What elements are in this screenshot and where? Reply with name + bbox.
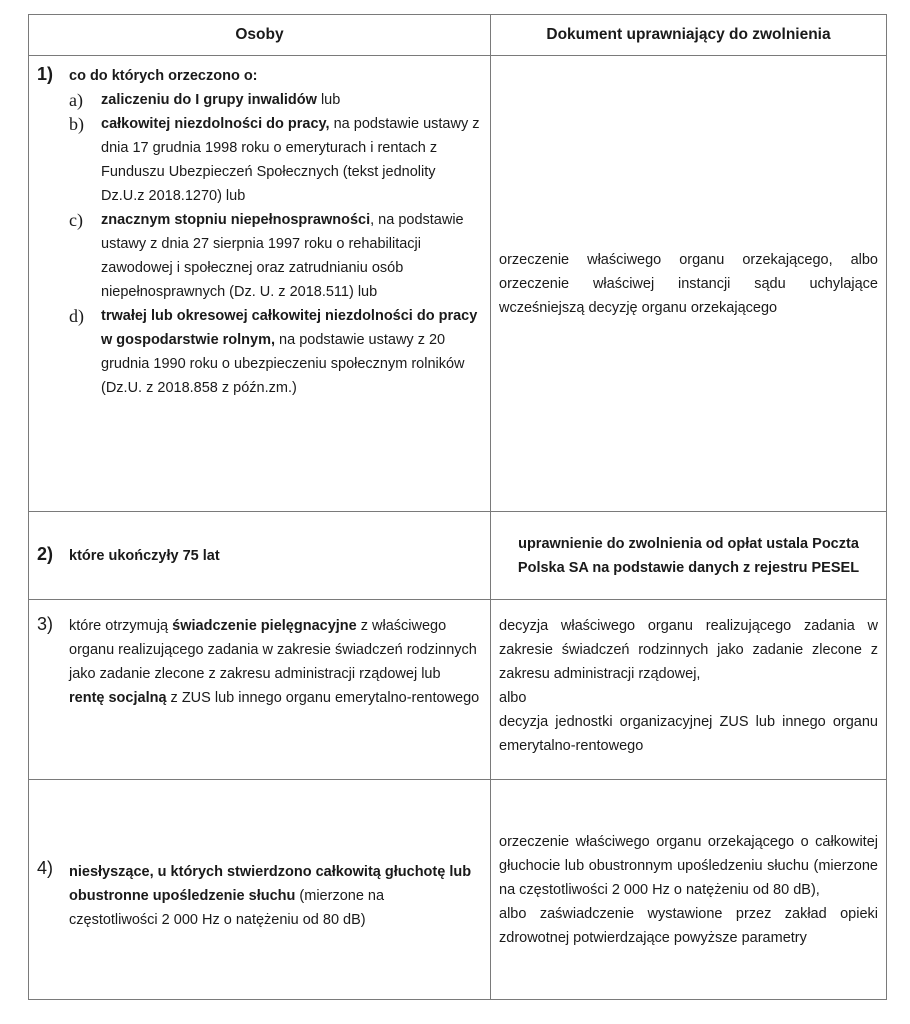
item-text: lub: [316, 92, 341, 108]
document-text: albo zaświadczenie wystawione przez zakład opieki zdrowotnej potwierdzające powyższe parametry: [499, 905, 878, 946]
header-row: [29, 15, 887, 56]
list-item: [29, 208, 490, 304]
item-text: na podstawie ustawy z 20 grudnia 1990 roku o ubezpieczeniu społecznym rolników (Dz.U. z 2018.858 z późn.zm.): [101, 332, 465, 396]
item-letter: b): [69, 114, 84, 134]
item-bold-text: zaliczeniu do I grupy inwalidów: [101, 92, 317, 108]
row-text: które ukończyły 75 lat: [69, 547, 220, 564]
document-text: orzeczenie właściwego organu orzekającego o całkowitej głuchocie lub obustronnym upośledzeniu słuchu (mierzone na częstotliwości 2 000 Hz o natężeniu od 80 dB),: [499, 833, 878, 898]
row-number: 3): [37, 614, 54, 634]
row-text-part: z właściwego organu realizującego zadania w zakresie świadczeń rodzinnych jako zadanie zlecone z zakresu administracji rządowej lub: [69, 618, 477, 682]
list-item: [29, 88, 490, 112]
persons-cell: [29, 600, 491, 780]
row-text: [69, 860, 476, 932]
header-document: Dokument uprawniający do zwolnienia: [491, 15, 887, 56]
list-item: [29, 112, 490, 208]
row-bold-text: rentę socjalną: [69, 690, 167, 706]
row-number: 4): [37, 857, 54, 878]
row-text-part: z ZUS lub innego organu emerytalno-rentowego: [166, 690, 480, 706]
row-text: [69, 614, 480, 710]
item-bold-text: całkowitej niezdolności do pracy,: [101, 116, 330, 132]
item-text: , na podstawie ustawy z dnia 27 sierpnia 1997 roku o rehabilitacji zawodowej i społecznej oraz zatrudnianiu osób niepełnosprawnych (Dz. U. z 2018.511) lub: [101, 212, 464, 300]
row-text-part: (mierzone na częstotliwości 2 000 Hz o natężeniu od 80 dB): [69, 887, 385, 928]
row-number: 1): [37, 64, 54, 84]
persons-cell: [29, 780, 491, 1000]
row-bold-text: niesłyszące, u których stwierdzono całkowitą głuchotę lub obustronne upośledzenie słuchu: [69, 863, 472, 904]
persons-cell: [29, 56, 491, 512]
persons-cell: [29, 512, 491, 600]
item-text: na podstawie ustawy z dnia 17 grudnia 1998 roku o emeryturach i rentach z Funduszu Ubezpieczeń Społecznych (tekst jednolity Dz.U.z 2018.1270) lub: [101, 116, 480, 204]
table-row: [29, 512, 887, 600]
table-row: [29, 600, 887, 780]
row-number: 2): [37, 543, 54, 564]
document-cell: [491, 512, 887, 600]
document-text: albo: [499, 690, 527, 706]
header-persons: Osoby: [29, 15, 491, 56]
row-intro: co do których orzeczono o:: [69, 68, 258, 84]
item-letter: a): [69, 90, 83, 110]
exemption-table: [28, 14, 887, 1000]
document-cell: [491, 56, 887, 512]
item-bold-text: trwałej lub okresowej całkowitej niezdolności do pracy w gospodarstwie rolnym,: [101, 308, 478, 348]
item-letter: d): [69, 306, 84, 326]
table-row: [29, 56, 887, 512]
row-bold-text: świadczenie pielęgnacyjne: [172, 618, 357, 634]
list-item: [29, 304, 490, 400]
document-cell: [491, 600, 887, 780]
table-row: [29, 780, 887, 1000]
document-text: decyzja właściwego organu realizującego zadania w zakresie świadczeń rodzinnych jako zadanie zlecone z zakresu administracji rządowej,: [499, 618, 878, 682]
item-letter: c): [69, 210, 83, 230]
document-cell: [491, 780, 887, 1000]
document-text: uprawnienie do zwolnienia od opłat ustala Poczta Polska SA na podstawie danych z rejestru PESEL: [517, 535, 860, 576]
document-text: decyzja jednostki organizacyjnej ZUS lub innego organu emerytalno-rentowego: [499, 714, 878, 754]
row-text-part: które otrzymują: [69, 618, 173, 634]
item-bold-text: znacznym stopniu niepełnosprawności: [101, 212, 371, 228]
document-text: orzeczenie właściwego organu orzekającego, albo orzeczenie właściwej instancji sądu uchylające wcześniejszą decyzję organu orzekającego: [499, 251, 878, 316]
